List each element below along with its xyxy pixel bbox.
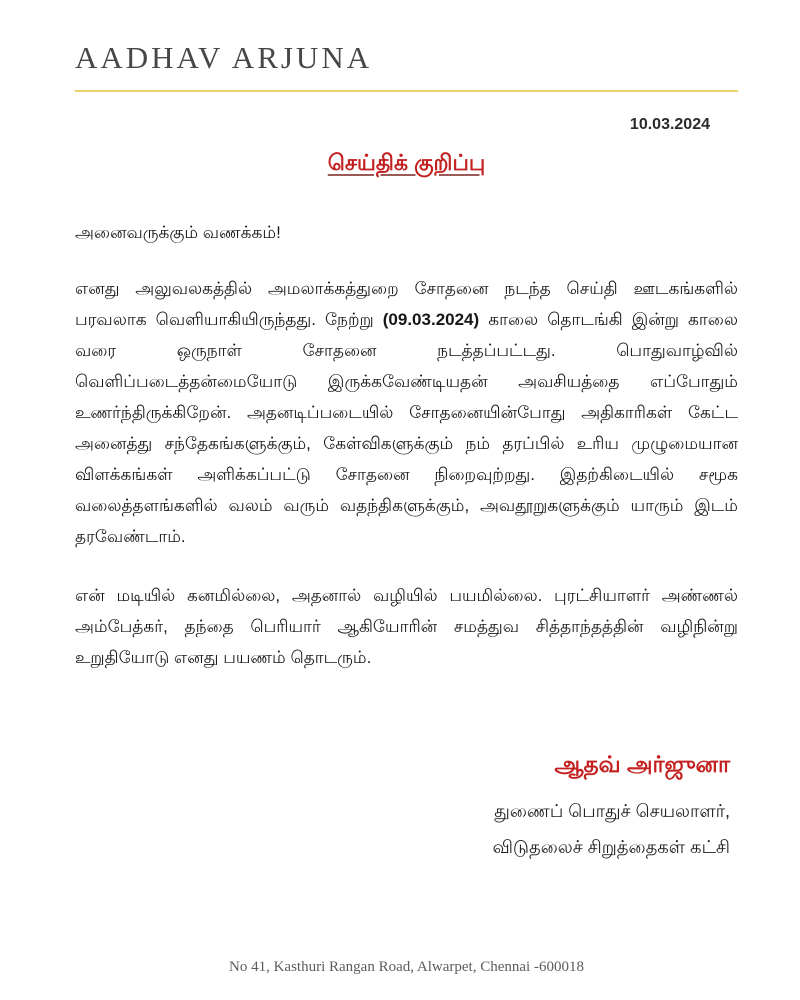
footer-address: No 41, Kasthuri Rangan Road, Alwarpet, Chennai -600018 [229, 959, 584, 975]
body-paragraph-1 [75, 273, 738, 552]
signature-block [75, 751, 738, 865]
greeting-text: அனைவருக்கும் வணக்கம்! [75, 223, 281, 242]
para1-bold-date: (09.03.2024) [382, 310, 480, 329]
para1-text-after-date: காலை தொடங்கி இன்று காலை வரை ஒருநாள் சோதனை நடத்தப்பட்டது. பொதுவாழ்வில் வெளிப்படைத்தன்மையோடு இருக்கவேண்டியதன் அவசியத்தை எப்போதும் உணர்ந்திருக்கிறேன். அதனடிப்படையில் சோதனையின்போது அதிகாரிகள் கேட்ட அனைத்து சந்தேகங்களுக்கும், கேள்விகளுக்கும் நம் தரப்பில் உரிய முழுமையான விளக்கங்கள் அளிக்கப்பட்டு சோதனை நிறைவுற்றது. இதற்கிடையில் சமூக வலைத்தளங்களில் வலம் வரும் வதந்திகளுக்கும், அவதூறுகளுக்கும் யாரும் இடம் தரவேண்டாம். [75, 310, 738, 546]
signature-organization: விடுதலைச் சிறுத்தைகள் கட்சி [492, 837, 730, 857]
signature-title: துணைப் பொதுச் செயலாளர், [494, 801, 730, 821]
letter-date: 10.03.2024 [629, 116, 710, 133]
press-note-heading: செய்திக் குறிப்பு [327, 150, 486, 175]
letterhead-name: AADHAV ARJUNA [75, 40, 373, 75]
para1-text-before-date: எனது அலுவலகத்தில் அமலாக்கத்துறை சோதனை நடந்த செய்தி ஊடகங்களில் பரவலாக வெளியாகியிருந்தது. நேற்று [75, 279, 738, 329]
signature-name: ஆதவ் அர்ஜுனா [554, 751, 730, 777]
gold-divider [75, 90, 738, 92]
body-paragraph-2: என் மடியில் கனமில்லை, அதனால் வழியில் பயமில்லை. புரட்சியாளர் அண்ணல் அம்பேத்கர், தந்தை பெரியார் ஆகியோரின் சமத்துவ சித்தாந்தத்தின் வழிநின்று உறுதியோடு எனது பயணம் தொடரும். [75, 586, 738, 667]
